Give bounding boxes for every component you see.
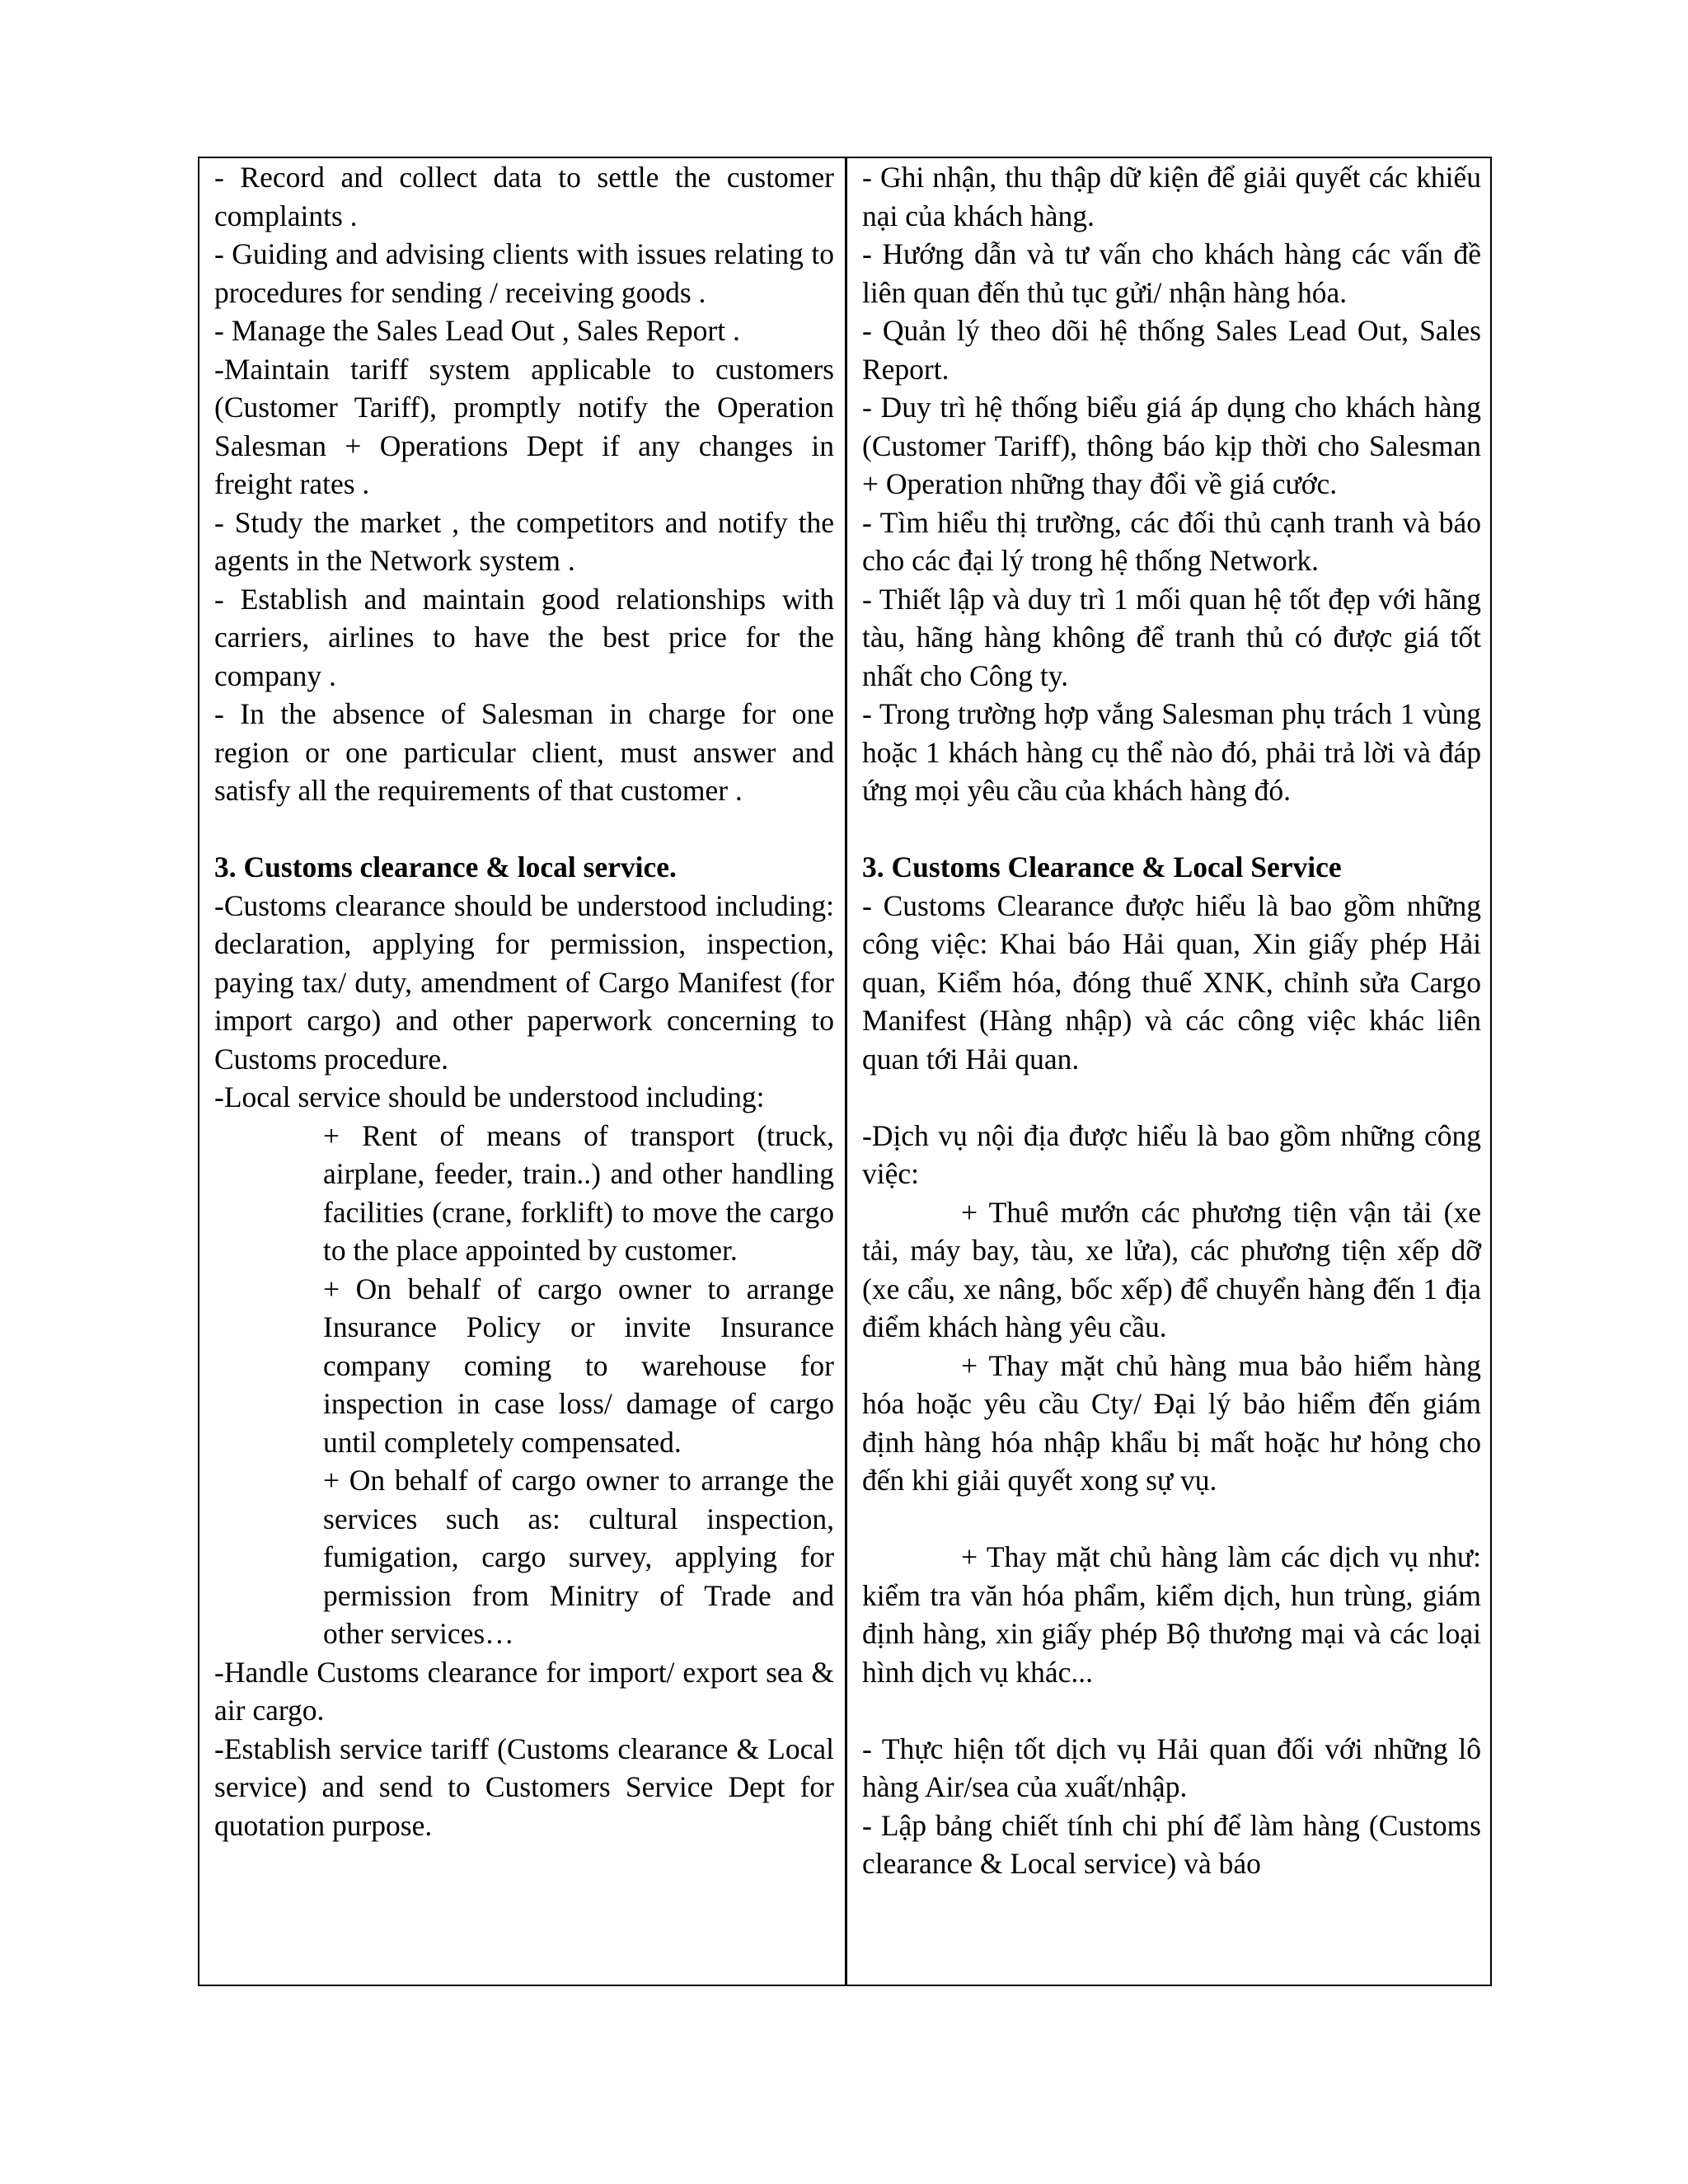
vi-paragraph-7: - Trong trường hợp vắng Salesman phụ trách 1 vùng hoặc 1 khách hàng cụ thể nào đó, phải trả lời và đáp ứng mọi yêu cầu của khách hàng đó. [862, 697, 1481, 807]
vi-paragraph-5: - Tìm hiểu thị trường, các đối thủ cạnh tranh và báo cho các đại lý trong hệ thống Network. [862, 505, 1481, 577]
en-paragraph-8: -Customs clearance should be understood including: declaration, applying for permission, inspection, paying tax/ duty, amendment of Cargo Manifest (for import cargo) and other paperwork concerning to Customs procedure. [214, 888, 834, 1076]
en-paragraph-1: - Record and collect data to settle the customer complaints . [214, 161, 834, 232]
en-subitem-2: + On behalf of cargo owner to arrange Insurance Policy or invite Insurance company coming to warehouse for inspection in case loss/ damage of cargo until completely compensated. [323, 1272, 834, 1459]
section-gap [862, 810, 1481, 849]
vi-paragraph-9: -Dịch vụ nội địa được hiểu là bao gồm những công việc: [862, 1118, 1481, 1190]
paragraph-gap [862, 1691, 1481, 1730]
en-paragraph-11: -Establish service tariff (Customs clearance & Local service) and send to Customers Service Dept for quotation purpose. [214, 1732, 834, 1842]
vi-subitem-3: + Thay mặt chủ hàng làm các dịch vụ như: kiểm tra văn hóa phẩm, kiểm dịch, hun trùng, giám định hàng, xin giấy phép Bộ thương mại và các loại hình dịch vụ khác... [862, 1540, 1481, 1689]
vi-paragraph-6: - Thiết lập và duy trì 1 mối quan hệ tốt đẹp với hãng tàu, hãng hàng không để tranh thủ có được giá tốt nhất cho Công ty. [862, 582, 1481, 692]
en-subitem-1: + Rent of means of transport (truck, airplane, feeder, train..) and other handling facilities (crane, forklift) to move the cargo to the place appointed by customer. [323, 1118, 834, 1267]
vi-paragraph-1: - Ghi nhận, thu thập dữ kiện để giải quyết các khiếu nại của khách hàng. [862, 161, 1481, 232]
column-divider [845, 158, 847, 1985]
vi-section-heading: 3. Customs Clearance & Local Service [862, 851, 1342, 883]
en-paragraph-4: -Maintain tariff system applicable to customers (Customer Tariff), promptly notify the Operation Salesman + Operations Dept if any changes in freight rates . [214, 352, 834, 500]
en-paragraph-7: - In the absence of Salesman in charge for one region or one particular client, must answer and satisfy all the requirements of that customer . [214, 697, 834, 807]
en-paragraph-10: -Handle Customs clearance for import/ export sea & air cargo. [214, 1655, 834, 1727]
paragraph-gap [862, 1078, 1481, 1117]
bilingual-table [198, 157, 1492, 1986]
vi-paragraph-8: - Customs Clearance được hiểu là bao gồm những công việc: Khai báo Hải quan, Xin giấy phép Hải quan, Kiểm hóa, đóng thuế XNK, chỉnh sửa Cargo Manifest (Hàng nhập) và các công việc khác liên quan tới Hải quan. [862, 888, 1481, 1076]
vi-paragraph-4: - Duy trì hệ thống biểu giá áp dụng cho khách hàng (Customer Tariff), thông báo kịp thời cho Salesman + Operation những thay đổi về giá cước. [862, 391, 1481, 500]
vi-subitem-2: + Thay mặt chủ hàng mua bảo hiểm hàng hóa hoặc yêu cầu Cty/ Đại lý bảo hiểm đến giám định hàng hóa nhập khẩu bị mất hoặc hư hỏng cho đến khi giải quyết xong sự vụ. [862, 1348, 1481, 1497]
en-paragraph-6: - Establish and maintain good relationships with carriers, airlines to have the best price for the company . [214, 582, 834, 692]
en-paragraph-2: - Guiding and advising clients with issues relating to procedures for sending / receiving goods . [214, 237, 834, 309]
en-paragraph-3: - Manage the Sales Lead Out , Sales Report . [214, 314, 740, 347]
en-section-heading: 3. Customs clearance & local service. [214, 851, 677, 883]
vi-paragraph-2: - Hướng dẫn và tư vấn cho khách hàng các vấn đề liên quan đến thủ tục gửi/ nhận hàng hóa. [862, 237, 1481, 309]
en-paragraph-9: -Local service should be understood including: [214, 1080, 765, 1113]
en-subitem-3: + On behalf of cargo owner to arrange the services such as: cultural inspection, fumigation, cargo survey, applying for permission from Minitry of Trade and other services… [323, 1464, 834, 1650]
en-paragraph-5: - Study the market , the competitors and notify the agents in the Network system . [214, 505, 834, 577]
vi-paragraph-3: - Quản lý theo dõi hệ thống Sales Lead Out, Sales Report. [862, 314, 1481, 386]
vietnamese-column [862, 158, 1481, 1883]
english-column [214, 158, 834, 1844]
vi-paragraph-11: - Lập bảng chiết tính chi phí để làm hàng (Customs clearance & Local service) và báo [862, 1808, 1481, 1880]
paragraph-gap [862, 1500, 1481, 1539]
vi-subitem-1: + Thuê mướn các phương tiện vận tải (xe tải, máy bay, tàu, xe lửa), các phương tiện xếp dỡ (xe cẩu, xe nâng, bốc xếp) để chuyển hàng đến 1 địa điểm khách hàng yêu cầu. [862, 1195, 1481, 1343]
vi-paragraph-10: - Thực hiện tốt dịch vụ Hải quan đối với những lô hàng Air/sea của xuất/nhập. [862, 1732, 1481, 1803]
section-gap [214, 810, 834, 849]
